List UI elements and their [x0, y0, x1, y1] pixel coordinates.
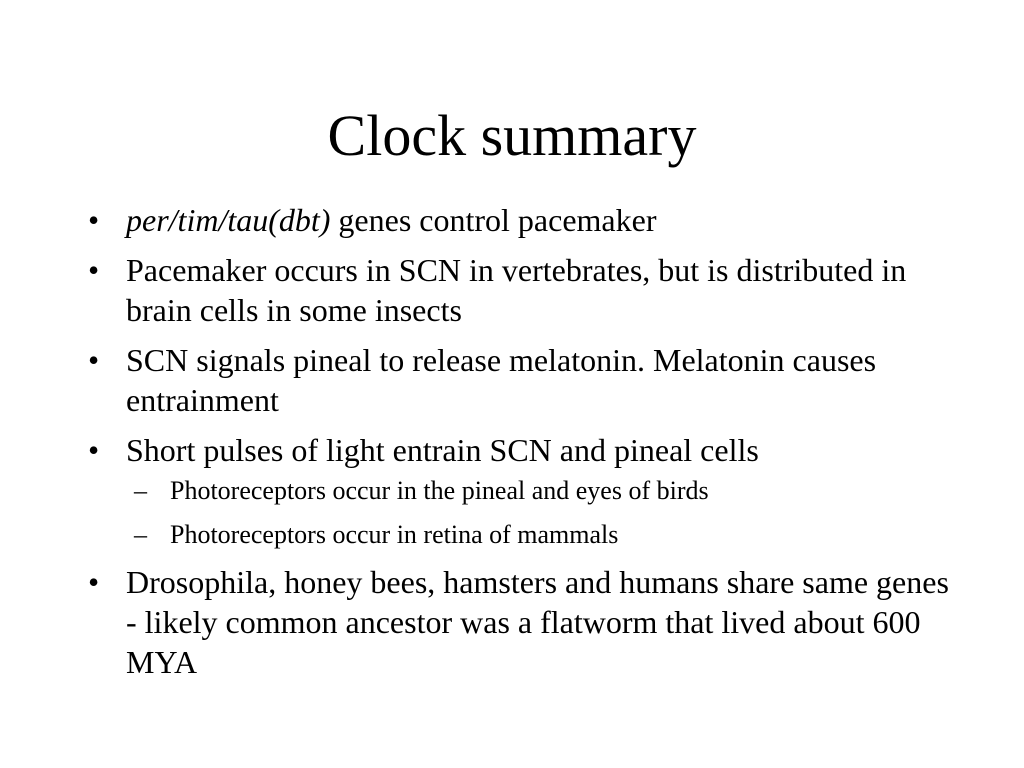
sub-bullet-item-2 — [126, 518, 962, 552]
sub-bullet-list — [126, 474, 962, 552]
bullet-item-2 — [82, 250, 962, 330]
bullet-item-1 — [82, 200, 962, 240]
sub-bullet-text: Photoreceptors occur in the pineal and eyes of birds — [170, 476, 709, 505]
bullet-item-3 — [82, 340, 962, 420]
bullet-marker: • — [88, 202, 100, 238]
bullet-text: Short pulses of light entrain SCN and pineal cells — [126, 432, 759, 468]
bullet-text: genes control pacemaker — [330, 202, 657, 238]
bullet-item-5 — [82, 562, 962, 682]
sub-bullet-marker: – — [134, 520, 147, 549]
slide-title: Clock summary — [327, 103, 697, 168]
bullet-marker: • — [88, 342, 100, 378]
bullet-text: Drosophila, honey bees, hamsters and humans share same genes - likely common ancestor was a flatworm that lived about 600 MYA — [126, 564, 949, 680]
bullet-text: SCN signals pineal to release melatonin. Melatonin causes entrainment — [126, 342, 877, 418]
sub-bullet-text: Photoreceptors occur in retina of mammals — [170, 520, 619, 549]
bullet-marker: • — [88, 432, 100, 468]
sub-bullet-marker: – — [134, 476, 147, 505]
bullet-text: Pacemaker occurs in SCN in vertebrates, but is distributed in brain cells in some insects — [126, 252, 907, 328]
bullet-marker: • — [88, 564, 100, 600]
gene-names: per/tim/tau(dbt) — [126, 202, 331, 238]
bullet-marker: • — [88, 252, 100, 288]
bullet-item-4 — [82, 430, 962, 552]
bullet-list — [82, 200, 962, 692]
sub-bullet-item-1 — [126, 474, 962, 508]
